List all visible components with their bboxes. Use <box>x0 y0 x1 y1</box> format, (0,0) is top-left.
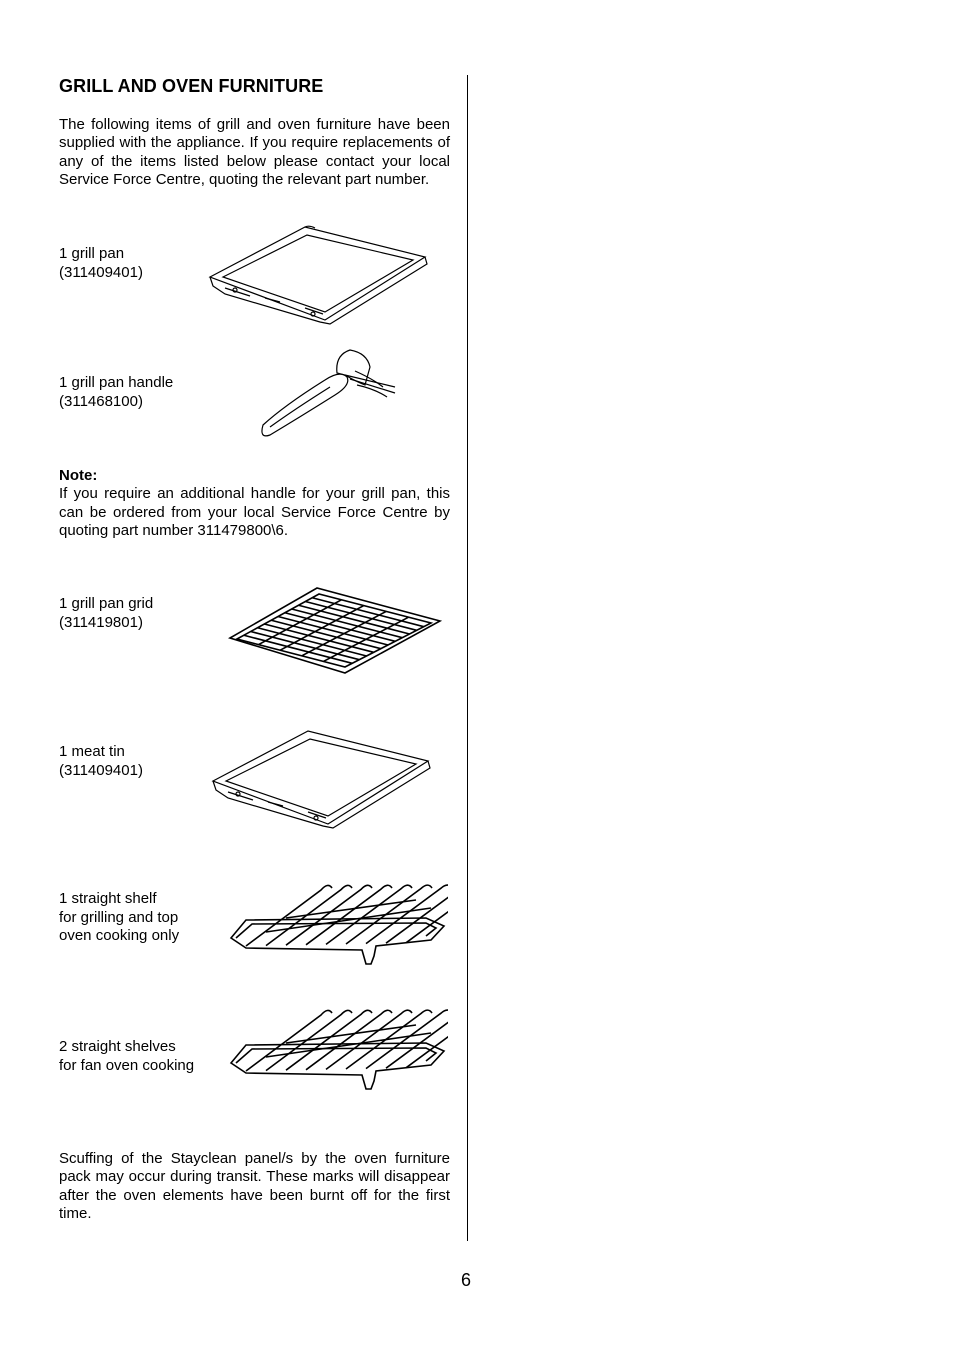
item-part-number: (311409401) <box>59 263 143 281</box>
item-name: 2 straight shelves <box>59 1038 176 1055</box>
item-part-number: (311409401) <box>59 761 143 779</box>
straight-shelf-icon <box>226 878 448 973</box>
intro-paragraph: The following items of grill and oven furniture have been supplied with the appliance. If you require replacements of any of the items listed below please contact your local Service Force Centre, quoting the relevant part number. <box>59 116 450 189</box>
shelf-wires <box>231 885 448 964</box>
item-grill-pan-handle-label <box>59 374 173 411</box>
shelf-wire <box>246 1010 332 1071</box>
grid-bar <box>271 620 381 648</box>
item-description: for fan oven cooking <box>59 1056 195 1074</box>
item-description: for grilling and top <box>59 908 179 926</box>
grid-crossbar <box>259 600 342 645</box>
item-part-number: (311419801) <box>59 613 143 631</box>
grid-bar <box>292 609 403 638</box>
item-straight-shelf-label <box>59 890 179 946</box>
shelf-rail <box>286 900 416 918</box>
shelf-wires <box>231 1010 448 1089</box>
shelf-wire <box>286 885 372 945</box>
shelf-wire <box>326 885 412 944</box>
item-name: 1 grill pan handle <box>59 374 174 391</box>
grid-crossbar <box>280 606 364 651</box>
grid-bar <box>299 605 410 634</box>
note-text: If you require an additional handle for your grill pan, this can be ordered from your local Service Force Centre by quoting part number 311479800\6. <box>59 485 450 540</box>
page-number: 6 <box>461 1270 472 1290</box>
item-name: 1 meat tin <box>59 743 125 760</box>
grid-bar <box>285 613 395 642</box>
shelf-wire <box>286 1010 372 1070</box>
item-grill-pan-grid-label <box>59 595 153 632</box>
grill-pan-grid-icon <box>225 583 445 678</box>
note-block <box>59 467 450 541</box>
item-straight-shelves-label <box>59 1038 194 1075</box>
item-name: 1 grill pan <box>59 245 125 262</box>
grid-bar <box>264 624 373 652</box>
section-title: GRILL AND OVEN FURNITURE <box>59 76 324 96</box>
item-name: 1 grill pan grid <box>59 595 154 612</box>
grill-pan-handle-icon <box>255 345 400 440</box>
item-name: 1 straight shelf <box>59 890 157 907</box>
item-part-number: (311468100) <box>59 392 143 410</box>
transit-note-paragraph: Scuffing of the Stayclean panel/s by the oven furniture pack may occur during transit. These marks will disappear after the oven elements have been burnt off for the first time. <box>59 1150 450 1223</box>
grid-bars <box>244 598 424 664</box>
item-grill-pan-label <box>59 245 143 282</box>
grill-pan-icon <box>205 222 435 327</box>
grid-bar <box>251 632 360 660</box>
note-title: Note: <box>59 467 98 484</box>
straight-shelves-icon <box>226 1003 448 1101</box>
meat-tin-icon <box>208 726 438 831</box>
grid-crossbar <box>302 611 386 655</box>
item-meat-tin-label <box>59 743 143 780</box>
shelf-wire <box>246 885 332 946</box>
column-divider <box>467 75 468 1241</box>
grid-crossbar <box>323 617 408 661</box>
item-description: oven cooking only <box>59 927 180 944</box>
grid-bar <box>305 602 416 631</box>
grid-bar <box>278 617 388 646</box>
shelf-wire <box>326 1010 412 1069</box>
shelf-rail <box>286 1025 416 1043</box>
